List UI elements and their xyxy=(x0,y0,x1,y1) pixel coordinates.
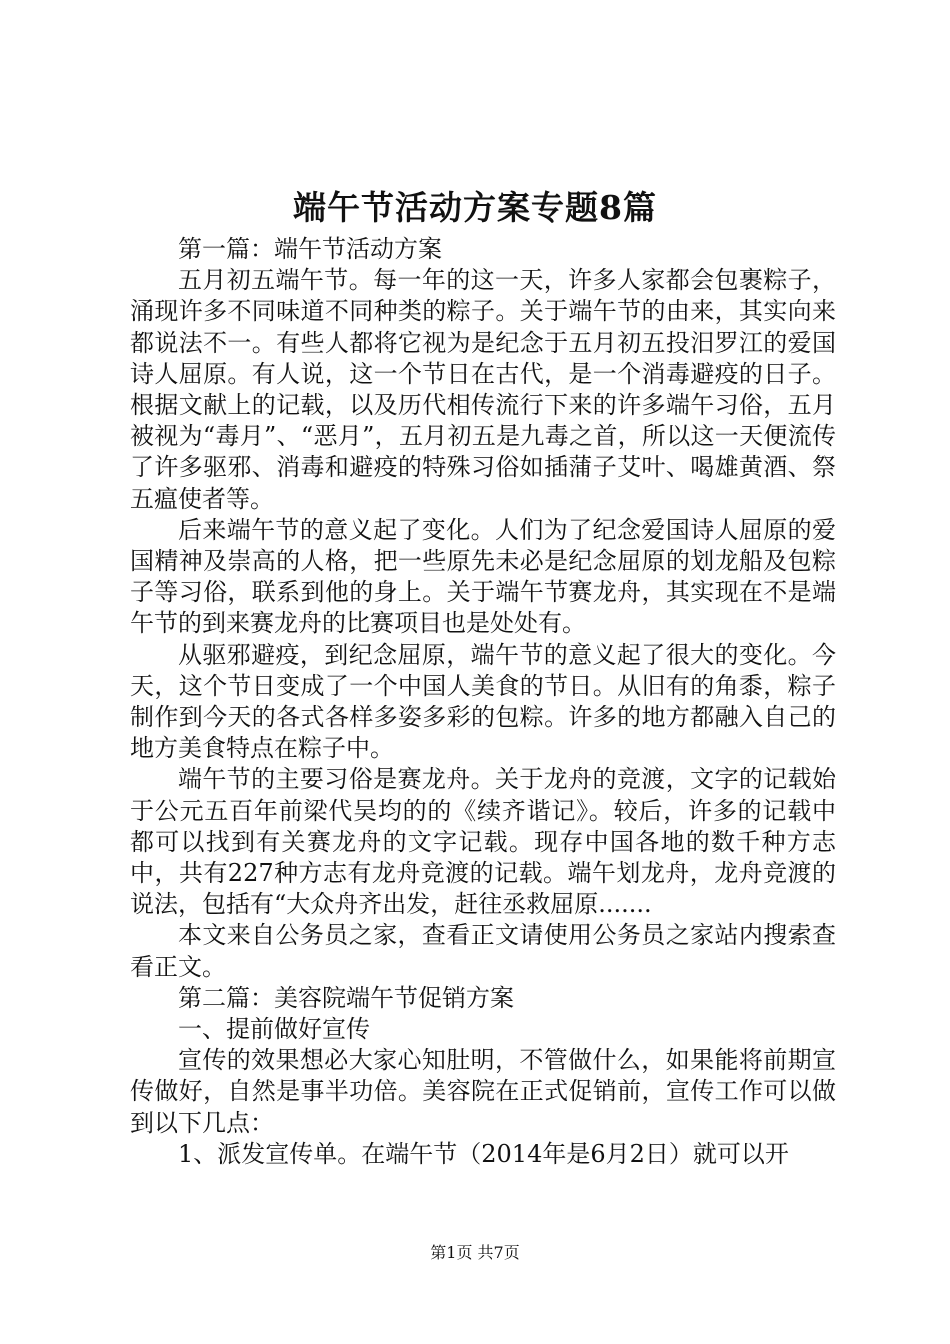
paragraph: 五月初五端午节。每一年的这一天，许多人家都会包裹粽子，涌现许多不同味道不同种类的粽子。关于端午节的由来，其实向来都说法不一。有些人都将它视为是纪念于五月初五投汨罗江的爱国诗人屈原。有人说，这一个节日在古代，是一个消毒避疫的日子。根据文献上的记载，以及历代相传流行下来的许多端午习俗，五月被视为“毒月”、“恶月”，五月初五是九毒之首，所以这一天便流传了许多驱邪、消毒和避疫的特殊习俗如插蒲子艾叶、喝雄黄酒、祭五瘟使者等。 xyxy=(130,266,836,513)
paragraph: 本文来自公务员之家，查看正文请使用公务员之家站内搜索查看正文。 xyxy=(130,921,836,981)
subheading: 一、提前做好宣传 xyxy=(178,1015,370,1044)
document-title: 端午节活动方案专题8篇 xyxy=(293,188,657,227)
paragraph: 1、派发宣传单。在端午节（2014年是6月2日）就可以开 xyxy=(178,1139,789,1168)
paragraph: 宣传的效果想必大家心知肚明，不管做什么，如果能将前期宣传做好，自然是事半功倍。美容院在正式促销前，宣传工作可以做到以下几点： xyxy=(130,1046,836,1137)
document-body xyxy=(130,234,836,1170)
paragraph: 从驱邪避疫，到纪念屈原，端午节的意义起了很大的变化。今天，这个节日变成了一个中国人美食的节日。从旧有的角黍，粽子制作到今天的各式各样多姿多彩的包粽。许多的地方都融入自己的地方美食特点在粽子中。 xyxy=(130,640,836,763)
section-heading-2: 第二篇：美容院端午节促销方案 xyxy=(178,983,514,1012)
section-heading-1: 第一篇：端午节活动方案 xyxy=(178,235,442,263)
paragraph: 后来端午节的意义起了变化。人们为了纪念爱国诗人屈原的爱国精神及崇高的人格，把一些原先未必是纪念屈原的划龙船及包粽子等习俗，联系到他的身上。关于端午节赛龙舟，其实现在不是端午节的到来赛龙舟的比赛项目也是处处有。 xyxy=(130,515,836,638)
paragraph: 端午节的主要习俗是赛龙舟。关于龙舟的竞渡，文字的记载始于公元五百年前梁代吴均的的《续齐谐记》。较后，许多的记载中都可以找到有关赛龙舟的文字记载。现存中国各地的数千种方志中，共有227种方志有龙舟竞渡的记载。端午划龙舟，龙舟竞渡的说法，包括有“大众舟齐出发，赶往丞救屈原....... xyxy=(130,765,836,919)
page-footer: 第1页 共7页 xyxy=(430,1243,520,1262)
